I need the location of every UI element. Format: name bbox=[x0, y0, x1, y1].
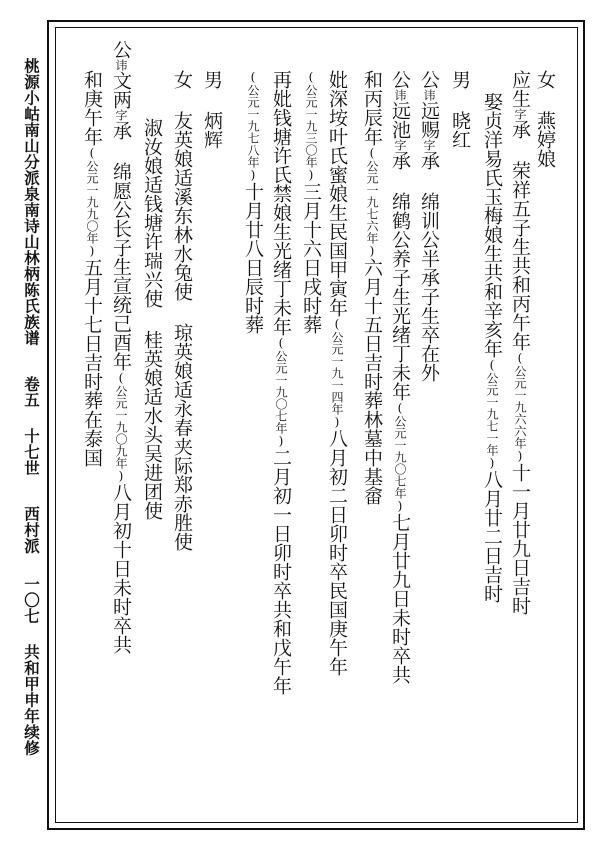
entry-line-sui-line2 bbox=[477, 92, 501, 603]
entry-text: 六月十五日吉时葬林墓中基畲 bbox=[361, 258, 383, 505]
generation-label: 十七世 bbox=[22, 428, 40, 476]
entry-text: 承 绵愿公长子生宣统己酉年 bbox=[110, 121, 132, 371]
edition-label: 共和甲申年续修 bbox=[22, 644, 40, 756]
entry-text: 八月初十日未时卒共 bbox=[110, 483, 132, 654]
annotation-text: (公元一九〇九年) bbox=[114, 371, 128, 483]
entry-line-nv-sui bbox=[530, 70, 554, 168]
annotation-text: (公元一九〇七年) bbox=[274, 336, 288, 448]
entry-text: 承 荣祥五子生共和丙午年 bbox=[509, 120, 531, 351]
annotation-text: 讳 bbox=[422, 89, 436, 101]
entry-text: 八月初二日卯时卒民国庚午年 bbox=[326, 429, 348, 676]
entry-line-nv-list-1 bbox=[167, 70, 191, 551]
entry-text: 公 bbox=[389, 70, 411, 89]
entry-text: 八月廿二日吉时 bbox=[481, 470, 503, 603]
entry-text: 女 燕婷娘 bbox=[534, 70, 556, 168]
book-title: 桃源小岵南山分派泉南诗山林柄陈氏族谱 bbox=[22, 58, 40, 346]
entry-text: 远池 bbox=[389, 101, 411, 139]
entry-line-yuanci bbox=[414, 70, 438, 382]
annotation-text: (公元一九七一年) bbox=[485, 358, 499, 470]
annotation-text: 字 bbox=[422, 139, 436, 151]
spine-header bbox=[6, 58, 38, 828]
entry-text: 文两 bbox=[110, 71, 132, 109]
annotation-text: 讳 bbox=[393, 89, 407, 101]
entry-text: 应生 bbox=[509, 70, 531, 108]
entry-line-nan-xiaohong bbox=[445, 70, 469, 149]
entry-text: 女 友英娘适溪东林水兔使 琼英娘适永春夹际郑赤胜使 bbox=[171, 70, 193, 551]
entry-line-nv-list-2 bbox=[137, 118, 161, 520]
entry-text: 再妣钱塘许氏禁娘生光绪丁未年 bbox=[270, 70, 292, 336]
volume-label: 卷五 bbox=[22, 376, 40, 408]
annotation-text: 字 bbox=[114, 109, 128, 121]
entry-line-yuanchi-1 bbox=[385, 70, 409, 684]
entry-text: 远赐 bbox=[418, 101, 440, 139]
entry-line-nan-binghui bbox=[197, 70, 221, 149]
entry-text: 男 晓红 bbox=[449, 70, 471, 149]
annotation-text: (公元一九七六年) bbox=[365, 146, 379, 258]
annotation-text: 讳 bbox=[114, 59, 128, 71]
entry-text: 公 bbox=[418, 70, 440, 89]
entry-text: 十一月廿九日吉时 bbox=[509, 463, 531, 615]
entry-line-yuanchi-2 bbox=[357, 70, 381, 505]
entry-text: 男 炳辉 bbox=[201, 70, 223, 149]
annotation-text: (公元一九七八年) bbox=[246, 70, 260, 182]
entry-text: 十月廿八日辰时葬 bbox=[242, 182, 264, 334]
entry-line-yuanchi-6 bbox=[238, 70, 262, 334]
annotation-text: (公元一九一四年) bbox=[330, 317, 344, 429]
entry-line-yuanchi-4 bbox=[296, 70, 320, 334]
entry-text: 妣深垵叶氏蜜娘生民国甲寅年 bbox=[326, 70, 348, 317]
entry-text: 公 bbox=[110, 40, 132, 59]
annotation-text: (公元一九三〇年) bbox=[304, 70, 318, 182]
branch-label: 西村派 bbox=[22, 506, 40, 554]
entry-line-wenliang-1 bbox=[106, 40, 130, 654]
entry-line-yuanchi-5 bbox=[266, 70, 290, 695]
entry-line-yuanchi-3 bbox=[322, 70, 346, 676]
entry-text: 二月初一日卯时卒共和戊午年 bbox=[270, 448, 292, 695]
annotation-text: (公元一九〇七年) bbox=[393, 401, 407, 513]
annotation-text: 字 bbox=[393, 139, 407, 151]
entry-text: 承 绵训公半承子生卒在外 bbox=[418, 151, 440, 382]
entry-text: 和庚午年 bbox=[81, 70, 103, 146]
annotation-text: (公元一九六六年) bbox=[513, 351, 527, 463]
entry-text: 和丙辰年 bbox=[361, 70, 383, 146]
entry-text: 承 绵鹤公养子生光绪丁未年 bbox=[389, 151, 411, 401]
entry-text: 七月廿九日未时卒共 bbox=[389, 513, 411, 684]
page-number: 一〇七 bbox=[22, 576, 40, 624]
annotation-text: (公元一九九〇年) bbox=[85, 146, 99, 258]
annotation-text: 字 bbox=[513, 108, 527, 120]
entry-line-wenliang-2 bbox=[77, 70, 101, 467]
entry-text: 五月十七日吉时葬在泰国 bbox=[81, 258, 103, 467]
entry-text: 淑汝娘适钱塘许瑞兴使 桂英娘适水头吴进团使 bbox=[141, 118, 163, 520]
entry-text: 三月十六日戌时葬 bbox=[300, 182, 322, 334]
entry-line-sui-line1 bbox=[505, 70, 529, 615]
entry-text: 娶贞洋易氏玉梅娘生共和辛亥年 bbox=[481, 92, 503, 358]
